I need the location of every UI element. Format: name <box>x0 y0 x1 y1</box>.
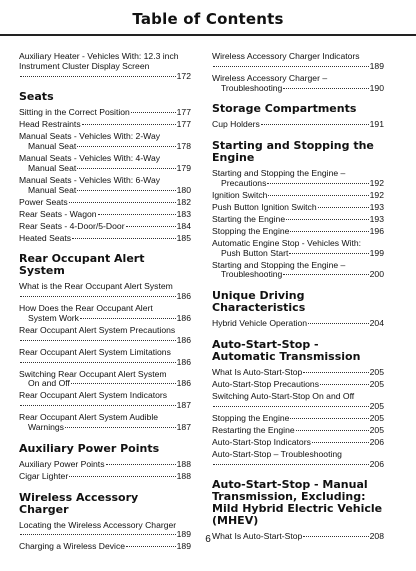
toc-entry-text: Rear Seats - 4-Door/5-Door <box>19 220 125 231</box>
toc-entry[interactable] <box>19 132 191 152</box>
toc-entry-page: 184 <box>176 220 191 231</box>
toc-entry-text: What Is Auto-Start-Stop <box>212 531 303 542</box>
toc-entry-text: Auto-Start-Stop Indicators <box>212 436 311 447</box>
toc-entry-text: Instrument Cluster Display Screen <box>19 60 150 71</box>
toc-entry[interactable] <box>212 261 384 281</box>
toc-entry-page: 205 <box>369 367 384 378</box>
dot-leader <box>213 464 369 465</box>
dot-leader <box>289 253 368 254</box>
dot-leader <box>312 442 369 443</box>
toc-entry-text: Head Restraints <box>19 119 81 130</box>
section-heading: Auxiliary Power Points <box>19 441 160 455</box>
toc-column-left <box>19 52 191 554</box>
section-heading: Starting and Stopping the Engine <box>212 139 374 165</box>
section-heading: Wireless Accessory Charger <box>19 490 139 516</box>
toc-entry-page: 188 <box>176 458 191 469</box>
dot-leader <box>131 112 176 113</box>
toc-entry-page: 206 <box>369 458 384 469</box>
toc-entry-text: Switching Auto-Start-Stop On and Off <box>212 391 355 402</box>
toc-entry-text: Manual Seat <box>28 141 77 152</box>
toc-entry-text: Heated Seats <box>19 232 72 243</box>
toc-entry[interactable] <box>212 203 384 213</box>
toc-entry-text: Wireless Accessory Charger Indicators <box>212 51 360 61</box>
toc-entry-text: Manual Seats - Vehicles With: 2-Way <box>19 131 161 142</box>
toc-entry-page: 186 <box>176 313 191 324</box>
toc-entry[interactable] <box>19 472 191 482</box>
toc-entry-text: Rear Occupant Alert System Indicators <box>19 390 168 401</box>
toc-entry-text: Manual Seat <box>28 162 77 173</box>
toc-entry[interactable] <box>212 74 384 94</box>
dot-leader <box>320 384 369 385</box>
toc-entry-text: Push Button Ignition Switch <box>212 201 317 212</box>
toc-entry-page: 186 <box>176 378 191 389</box>
toc-entry-text: Locating the Wireless Accessory Charger <box>19 519 177 530</box>
toc-entry[interactable] <box>19 108 191 118</box>
section-heading: Storage Compartments <box>212 102 357 116</box>
toc-entry[interactable] <box>212 368 384 378</box>
toc-entry-text: How Does the Rear Occupant Alert <box>19 303 153 314</box>
toc-entry-page: 192 <box>369 177 384 188</box>
toc-entry[interactable] <box>19 234 191 244</box>
toc-entry[interactable] <box>212 52 384 72</box>
dot-leader <box>290 418 368 419</box>
toc-entry-text: Automatic Engine Stop - Vehicles With: <box>212 237 362 248</box>
dot-leader <box>20 296 176 297</box>
toc-entry-text: Hybrid Vehicle Operation <box>212 318 308 329</box>
toc-entry-page: 204 <box>369 318 384 329</box>
toc-entry[interactable] <box>19 176 191 196</box>
toc-entry[interactable] <box>212 392 384 412</box>
dot-leader <box>296 430 369 431</box>
toc-entry[interactable] <box>19 120 191 130</box>
section-heading: Auto-Start-Stop - Manual Transmission, Excluding: Mild Hybrid Electric Vehicle (MHEV) <box>212 478 383 528</box>
toc-entry-text: Starting and Stopping the Engine – <box>212 259 346 270</box>
dot-leader <box>308 323 369 324</box>
toc-entry-text: Troubleshooting <box>221 269 283 280</box>
toc-entry-text: Power Seats <box>19 196 68 207</box>
dot-leader <box>98 214 176 215</box>
toc-entry-page: 186 <box>176 334 191 345</box>
toc-entry-text: Rear Occupant Alert System Precautions <box>19 325 176 336</box>
dot-leader <box>318 207 369 208</box>
toc-entry-page: 189 <box>176 541 191 552</box>
dot-leader <box>71 383 176 384</box>
toc-entry-text: Charging a Wireless Device <box>19 541 126 552</box>
section-heading: Unique Driving Characteristics <box>212 289 306 315</box>
toc-entry-page: 205 <box>369 400 384 411</box>
toc-entry-text: Sitting in the Correct Position <box>19 107 130 118</box>
dot-leader <box>267 183 368 184</box>
toc-entry-text: What is the Rear Occupant Alert System <box>19 281 173 292</box>
toc-entry-text: Cup Holders <box>212 119 260 130</box>
toc-entry-text: Starting and Stopping the Engine – <box>212 168 346 179</box>
toc-entry-text: Warnings <box>28 421 64 432</box>
dot-leader <box>126 226 176 227</box>
toc-entry-page: 188 <box>176 470 191 481</box>
toc-entry-text: System Work <box>28 313 79 324</box>
toc-entry-text: Stopping the Engine <box>212 412 290 423</box>
toc-entry-text: Troubleshooting <box>221 82 283 93</box>
toc-entry-page: 172 <box>176 70 191 81</box>
toc-entry[interactable] <box>19 222 191 232</box>
toc-entry[interactable] <box>19 154 191 174</box>
dot-leader <box>213 66 369 67</box>
toc-entry[interactable] <box>19 210 191 220</box>
section-heading: Auto-Start-Stop - Automatic Transmission <box>212 338 361 364</box>
page-title: Table of Contents <box>132 10 284 28</box>
toc-entry-text: Restarting the Engine <box>212 424 295 435</box>
toc-entry[interactable] <box>212 120 384 130</box>
dot-leader <box>82 124 176 125</box>
toc-entry-page: 205 <box>369 424 384 435</box>
toc-entry[interactable] <box>19 304 191 324</box>
toc-entry-page: 177 <box>176 119 191 130</box>
toc-entry-page: 185 <box>176 232 191 243</box>
toc-entry-page: 183 <box>176 208 191 219</box>
toc-entry-page: 208 <box>369 531 384 542</box>
toc-entry-page: 179 <box>176 162 191 173</box>
toc-entry-page: 193 <box>369 213 384 224</box>
toc-entry-page: 200 <box>369 269 384 280</box>
toc-entry[interactable] <box>212 319 384 329</box>
page-number: 6 <box>205 534 211 545</box>
toc-entry-page: 180 <box>176 184 191 195</box>
toc-entry-page: 186 <box>176 291 191 302</box>
toc-entry-page: 196 <box>369 225 384 236</box>
toc-entry[interactable] <box>212 239 384 259</box>
toc-entry-text: Manual Seat <box>28 184 77 195</box>
toc-entry-text: Ignition Switch <box>212 189 268 200</box>
dot-leader <box>69 202 176 203</box>
dot-leader <box>290 231 368 232</box>
dot-leader <box>69 476 175 477</box>
dot-leader <box>20 340 176 341</box>
toc-entry[interactable] <box>19 370 191 390</box>
toc-entry-text: Rear Occupant Alert System Limitations <box>19 346 171 357</box>
dot-leader <box>72 238 176 239</box>
toc-entry-text: Auxiliary Heater - Vehicles With: 12.3 inch <box>19 51 179 61</box>
toc-entry-text: Push Button Start <box>221 247 289 258</box>
toc-entry-page: 182 <box>176 196 191 207</box>
toc-entry-text: Auto-Start-Stop – Troubleshooting <box>212 448 342 459</box>
dot-leader <box>77 190 175 191</box>
toc-entry-page: 178 <box>176 141 191 152</box>
dot-leader <box>77 146 175 147</box>
toc-entry[interactable] <box>19 52 191 81</box>
toc-entry[interactable] <box>212 191 384 201</box>
toc-entry-page: 189 <box>176 529 191 540</box>
toc-entry[interactable] <box>19 391 191 411</box>
toc-entry-page: 189 <box>369 60 384 71</box>
toc-entry[interactable] <box>212 380 384 390</box>
toc-entry-text: Switching Rear Occupant Alert System <box>19 368 167 379</box>
dot-leader <box>268 195 368 196</box>
toc-entry[interactable] <box>212 438 384 448</box>
dot-leader <box>20 76 176 77</box>
toc-entry[interactable] <box>19 460 191 470</box>
toc-entry[interactable] <box>212 450 384 470</box>
dot-leader <box>106 464 176 465</box>
toc-entry[interactable] <box>212 227 384 237</box>
dot-leader <box>77 168 175 169</box>
toc-entry-text: Manual Seats - Vehicles With: 6-Way <box>19 174 161 185</box>
toc-entry-text: Manual Seats - Vehicles With: 4-Way <box>19 153 161 164</box>
toc-entry-page: 205 <box>369 379 384 390</box>
toc-entry-text: What Is Auto-Start-Stop <box>212 367 303 378</box>
dot-leader <box>283 274 368 275</box>
dot-leader <box>213 406 369 407</box>
dot-leader <box>126 546 176 547</box>
dot-leader <box>286 219 369 220</box>
toc-entry-text: Rear Seats - Wagon <box>19 208 97 219</box>
toc-entry-text: Starting the Engine <box>212 213 286 224</box>
toc-entry-page: 192 <box>369 189 384 200</box>
toc-entry-page: 186 <box>176 356 191 367</box>
toc-entry[interactable] <box>19 413 191 433</box>
dot-leader <box>261 124 369 125</box>
toc-entry[interactable] <box>212 169 384 189</box>
toc-entry-page: 191 <box>369 119 384 130</box>
section-heading: Rear Occupant Alert System <box>19 252 145 278</box>
toc-entry-text: Auto-Start-Stop Precautions <box>212 379 319 390</box>
dot-leader <box>283 88 368 89</box>
toc-entry-page: 199 <box>369 247 384 258</box>
toc-entry-page: 193 <box>369 201 384 212</box>
toc-entry[interactable] <box>19 282 191 302</box>
toc-entry[interactable] <box>212 426 384 436</box>
toc-entry[interactable] <box>212 414 384 424</box>
toc-entry-text: Precautions <box>221 177 267 188</box>
toc-entry-text: Auxiliary Power Points <box>19 458 105 469</box>
toc-entry-page: 177 <box>176 107 191 118</box>
dot-leader <box>20 405 176 406</box>
toc-entry-text: On and Off <box>28 378 70 389</box>
toc-entry[interactable] <box>19 326 191 346</box>
dot-leader <box>20 362 176 363</box>
section-heading: Seats <box>19 90 54 104</box>
toc-column-right <box>212 52 384 544</box>
toc-entry[interactable] <box>212 215 384 225</box>
toc-entry-text: Stopping the Engine <box>212 225 290 236</box>
toc-entry-page: 206 <box>369 436 384 447</box>
toc-entry-page: 190 <box>369 82 384 93</box>
toc-entry[interactable] <box>19 348 191 368</box>
toc-entry-text: Rear Occupant Alert System Audible <box>19 412 159 423</box>
toc-entry-page: 187 <box>176 421 191 432</box>
toc-entry-text: Wireless Accessory Charger – <box>212 72 328 83</box>
toc-entry-page: 187 <box>176 400 191 411</box>
dot-leader <box>303 372 368 373</box>
toc-entry-text: Cigar Lighter <box>19 470 69 481</box>
dot-leader <box>80 318 176 319</box>
toc-entry[interactable] <box>19 198 191 208</box>
header-rule <box>0 34 416 36</box>
dot-leader <box>65 427 176 428</box>
toc-entry-page: 205 <box>369 412 384 423</box>
